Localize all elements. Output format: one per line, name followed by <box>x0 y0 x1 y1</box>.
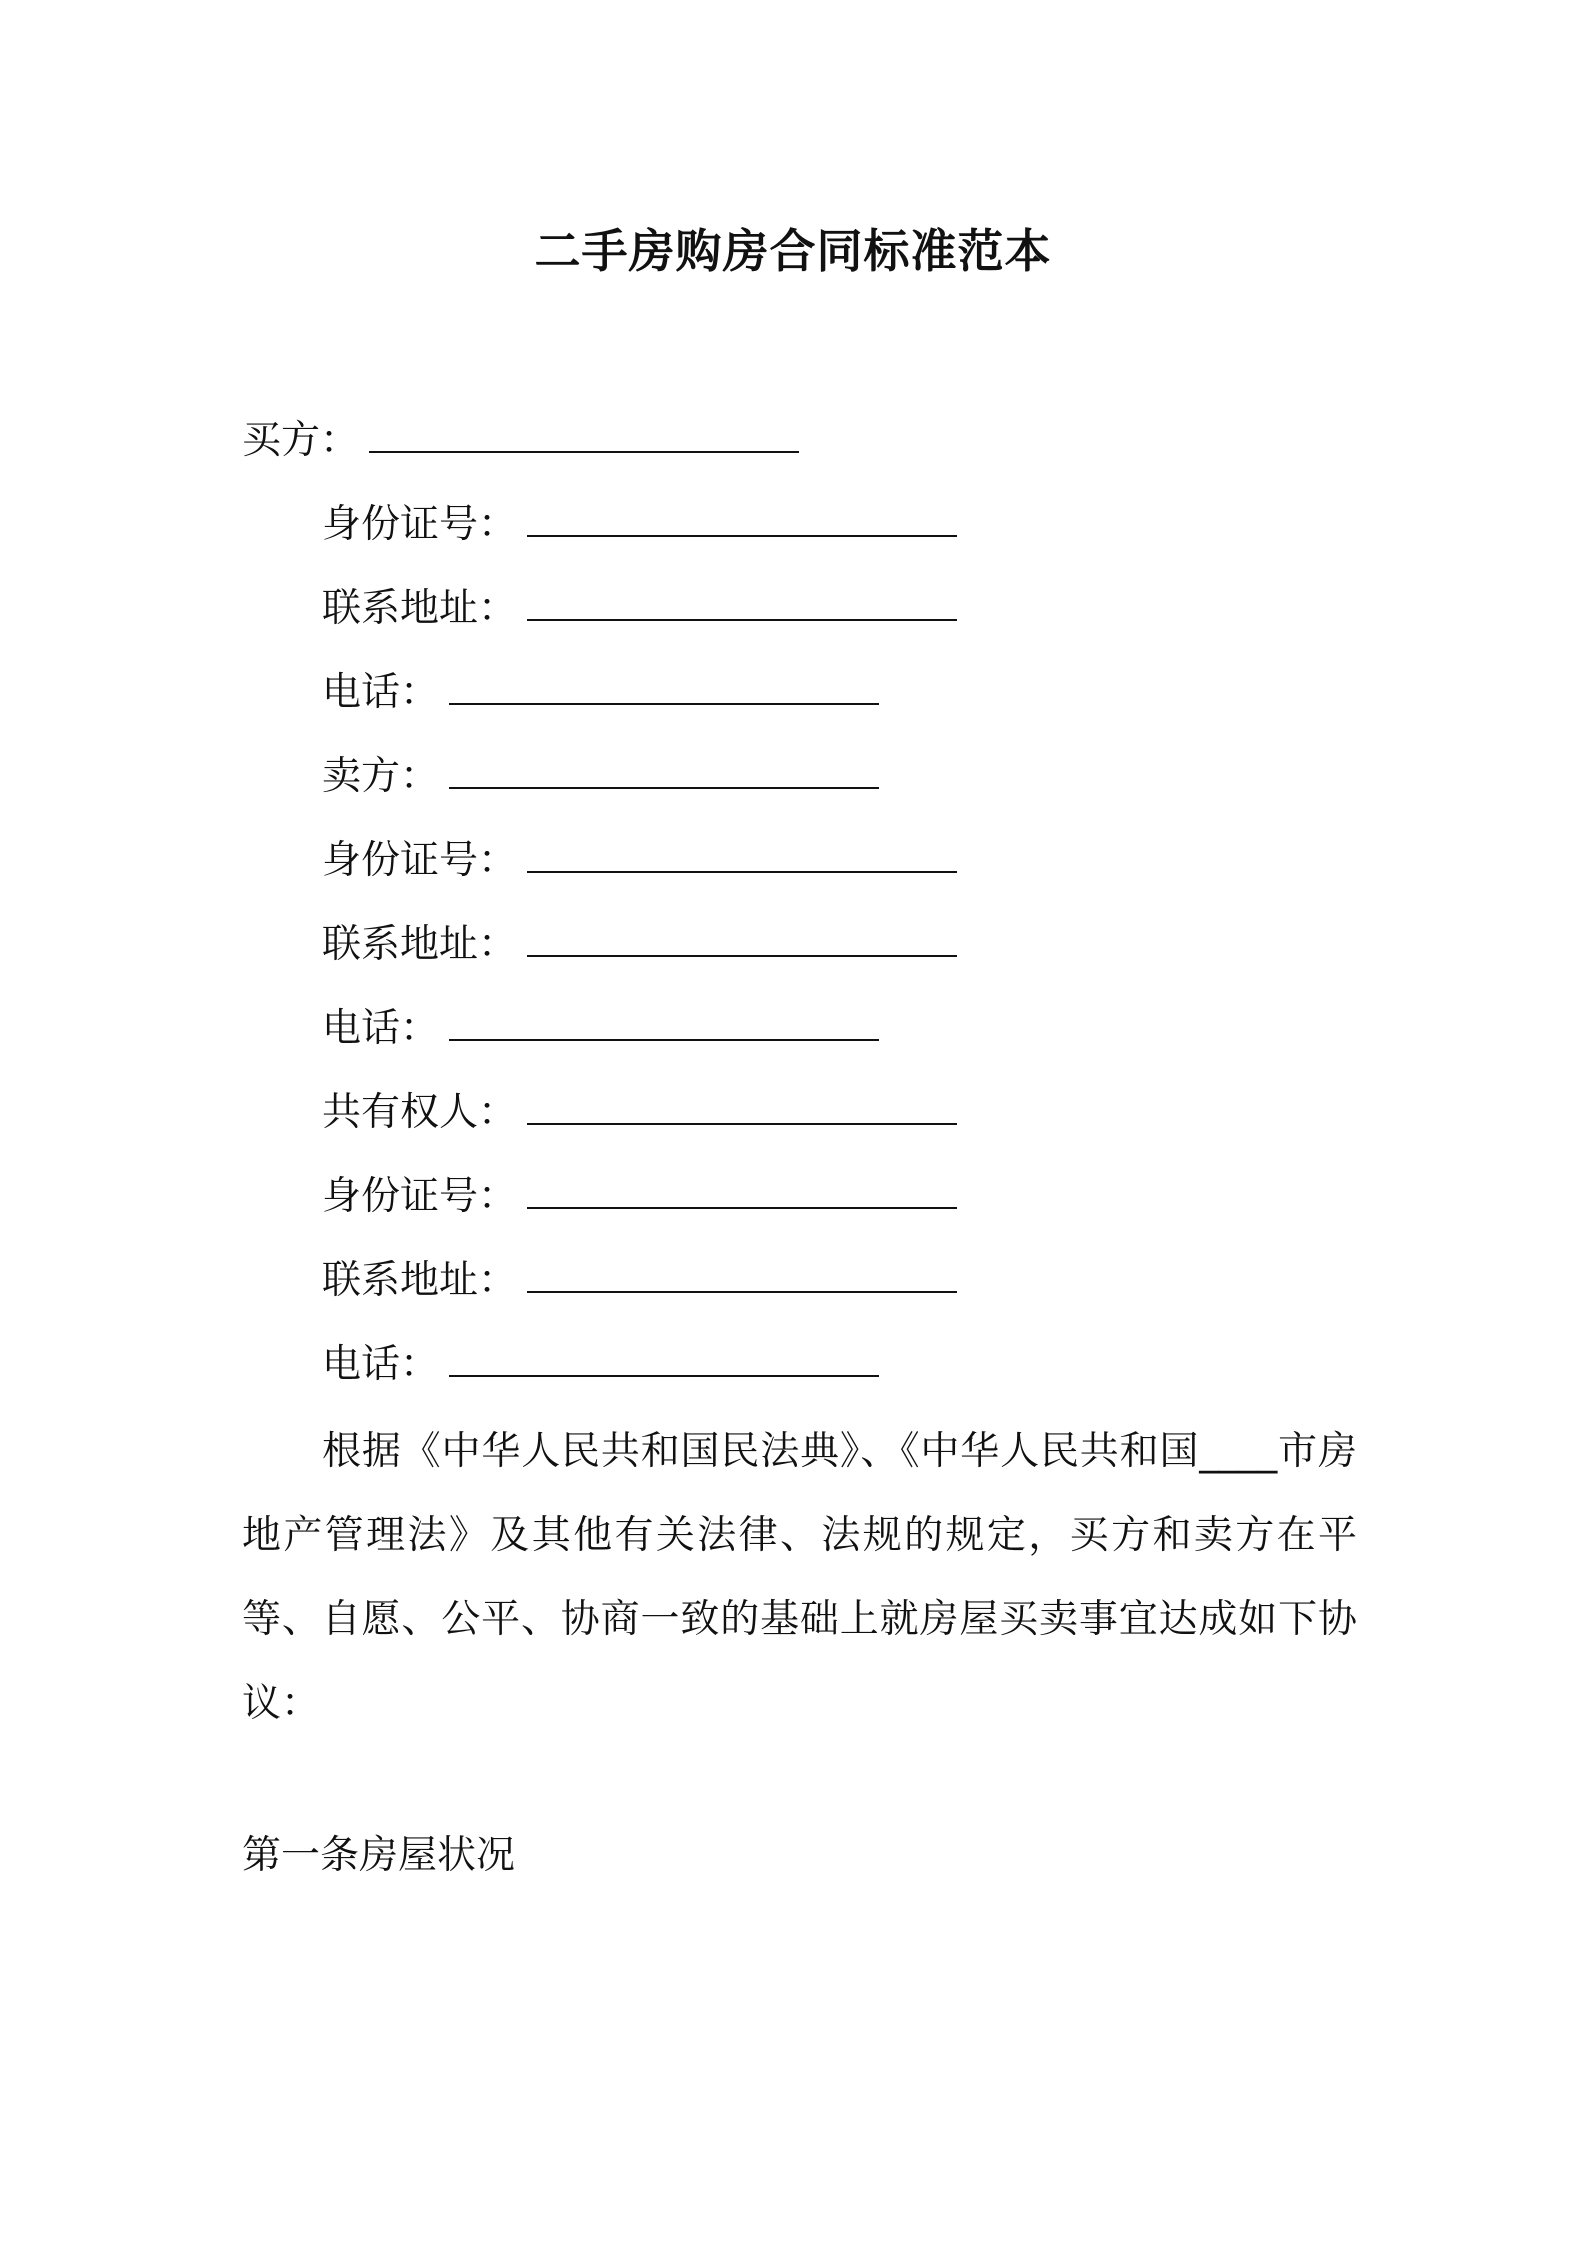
seller-blank[interactable] <box>449 757 879 789</box>
coowner-address-field: 联系地址： <box>322 1253 957 1309</box>
buyer-address-label: 联系地址 <box>322 586 479 631</box>
buyer-id-blank[interactable] <box>527 505 957 537</box>
section-1-heading: 第一条房屋状况 <box>242 1833 516 1878</box>
seller-address-field: 联系地址： <box>322 917 957 973</box>
coowner-phone-field: 电话： <box>322 1337 879 1393</box>
seller-address-blank[interactable] <box>527 925 957 957</box>
coowner-blank[interactable] <box>527 1093 957 1125</box>
coowner-address-blank[interactable] <box>527 1261 957 1293</box>
document-title: 二手房购房合同标准范本 <box>534 224 1052 278</box>
coowner-address-label: 联系地址 <box>322 1258 479 1303</box>
buyer-address-blank[interactable] <box>527 589 957 621</box>
buyer-phone-blank[interactable] <box>449 673 879 705</box>
buyer-phone-label: 电话 <box>322 670 401 715</box>
seller-phone-blank[interactable] <box>449 1009 879 1041</box>
buyer-field: 买方： <box>242 413 799 469</box>
buyer-phone-field: 电话： <box>322 665 879 721</box>
coowner-field: 共有权人： <box>322 1085 957 1141</box>
seller-phone-label: 电话 <box>322 1006 401 1051</box>
intro-paragraph: 根据《中华人民共和国民法典》、《中华人民共和国____市房地产管理法》及其他有关法律、法规的规定，买方和卖方在平等、自愿、公平、协商一致的基础上就房屋买卖事宜达成如下协议： <box>242 1429 1357 1726</box>
buyer-label: 买方 <box>242 418 321 463</box>
buyer-id-label: 身份证号 <box>322 502 479 547</box>
coowner-id-label: 身份证号 <box>322 1174 479 1219</box>
seller-field: 卖方： <box>322 749 879 805</box>
buyer-id-field: 身份证号： <box>322 497 957 553</box>
seller-label: 卖方 <box>322 754 401 799</box>
coowner-phone-blank[interactable] <box>449 1345 879 1377</box>
seller-id-label: 身份证号 <box>322 838 479 883</box>
coowner-id-field: 身份证号： <box>322 1169 957 1225</box>
seller-phone-field: 电话： <box>322 1001 879 1057</box>
coowner-label: 共有权人 <box>322 1090 479 1135</box>
seller-address-label: 联系地址 <box>322 922 479 967</box>
buyer-address-field: 联系地址： <box>322 581 957 637</box>
coowner-phone-label: 电话 <box>322 1342 401 1387</box>
buyer-blank[interactable] <box>369 421 799 453</box>
seller-id-blank[interactable] <box>527 841 957 873</box>
coowner-id-blank[interactable] <box>527 1177 957 1209</box>
seller-id-field: 身份证号： <box>322 833 957 889</box>
